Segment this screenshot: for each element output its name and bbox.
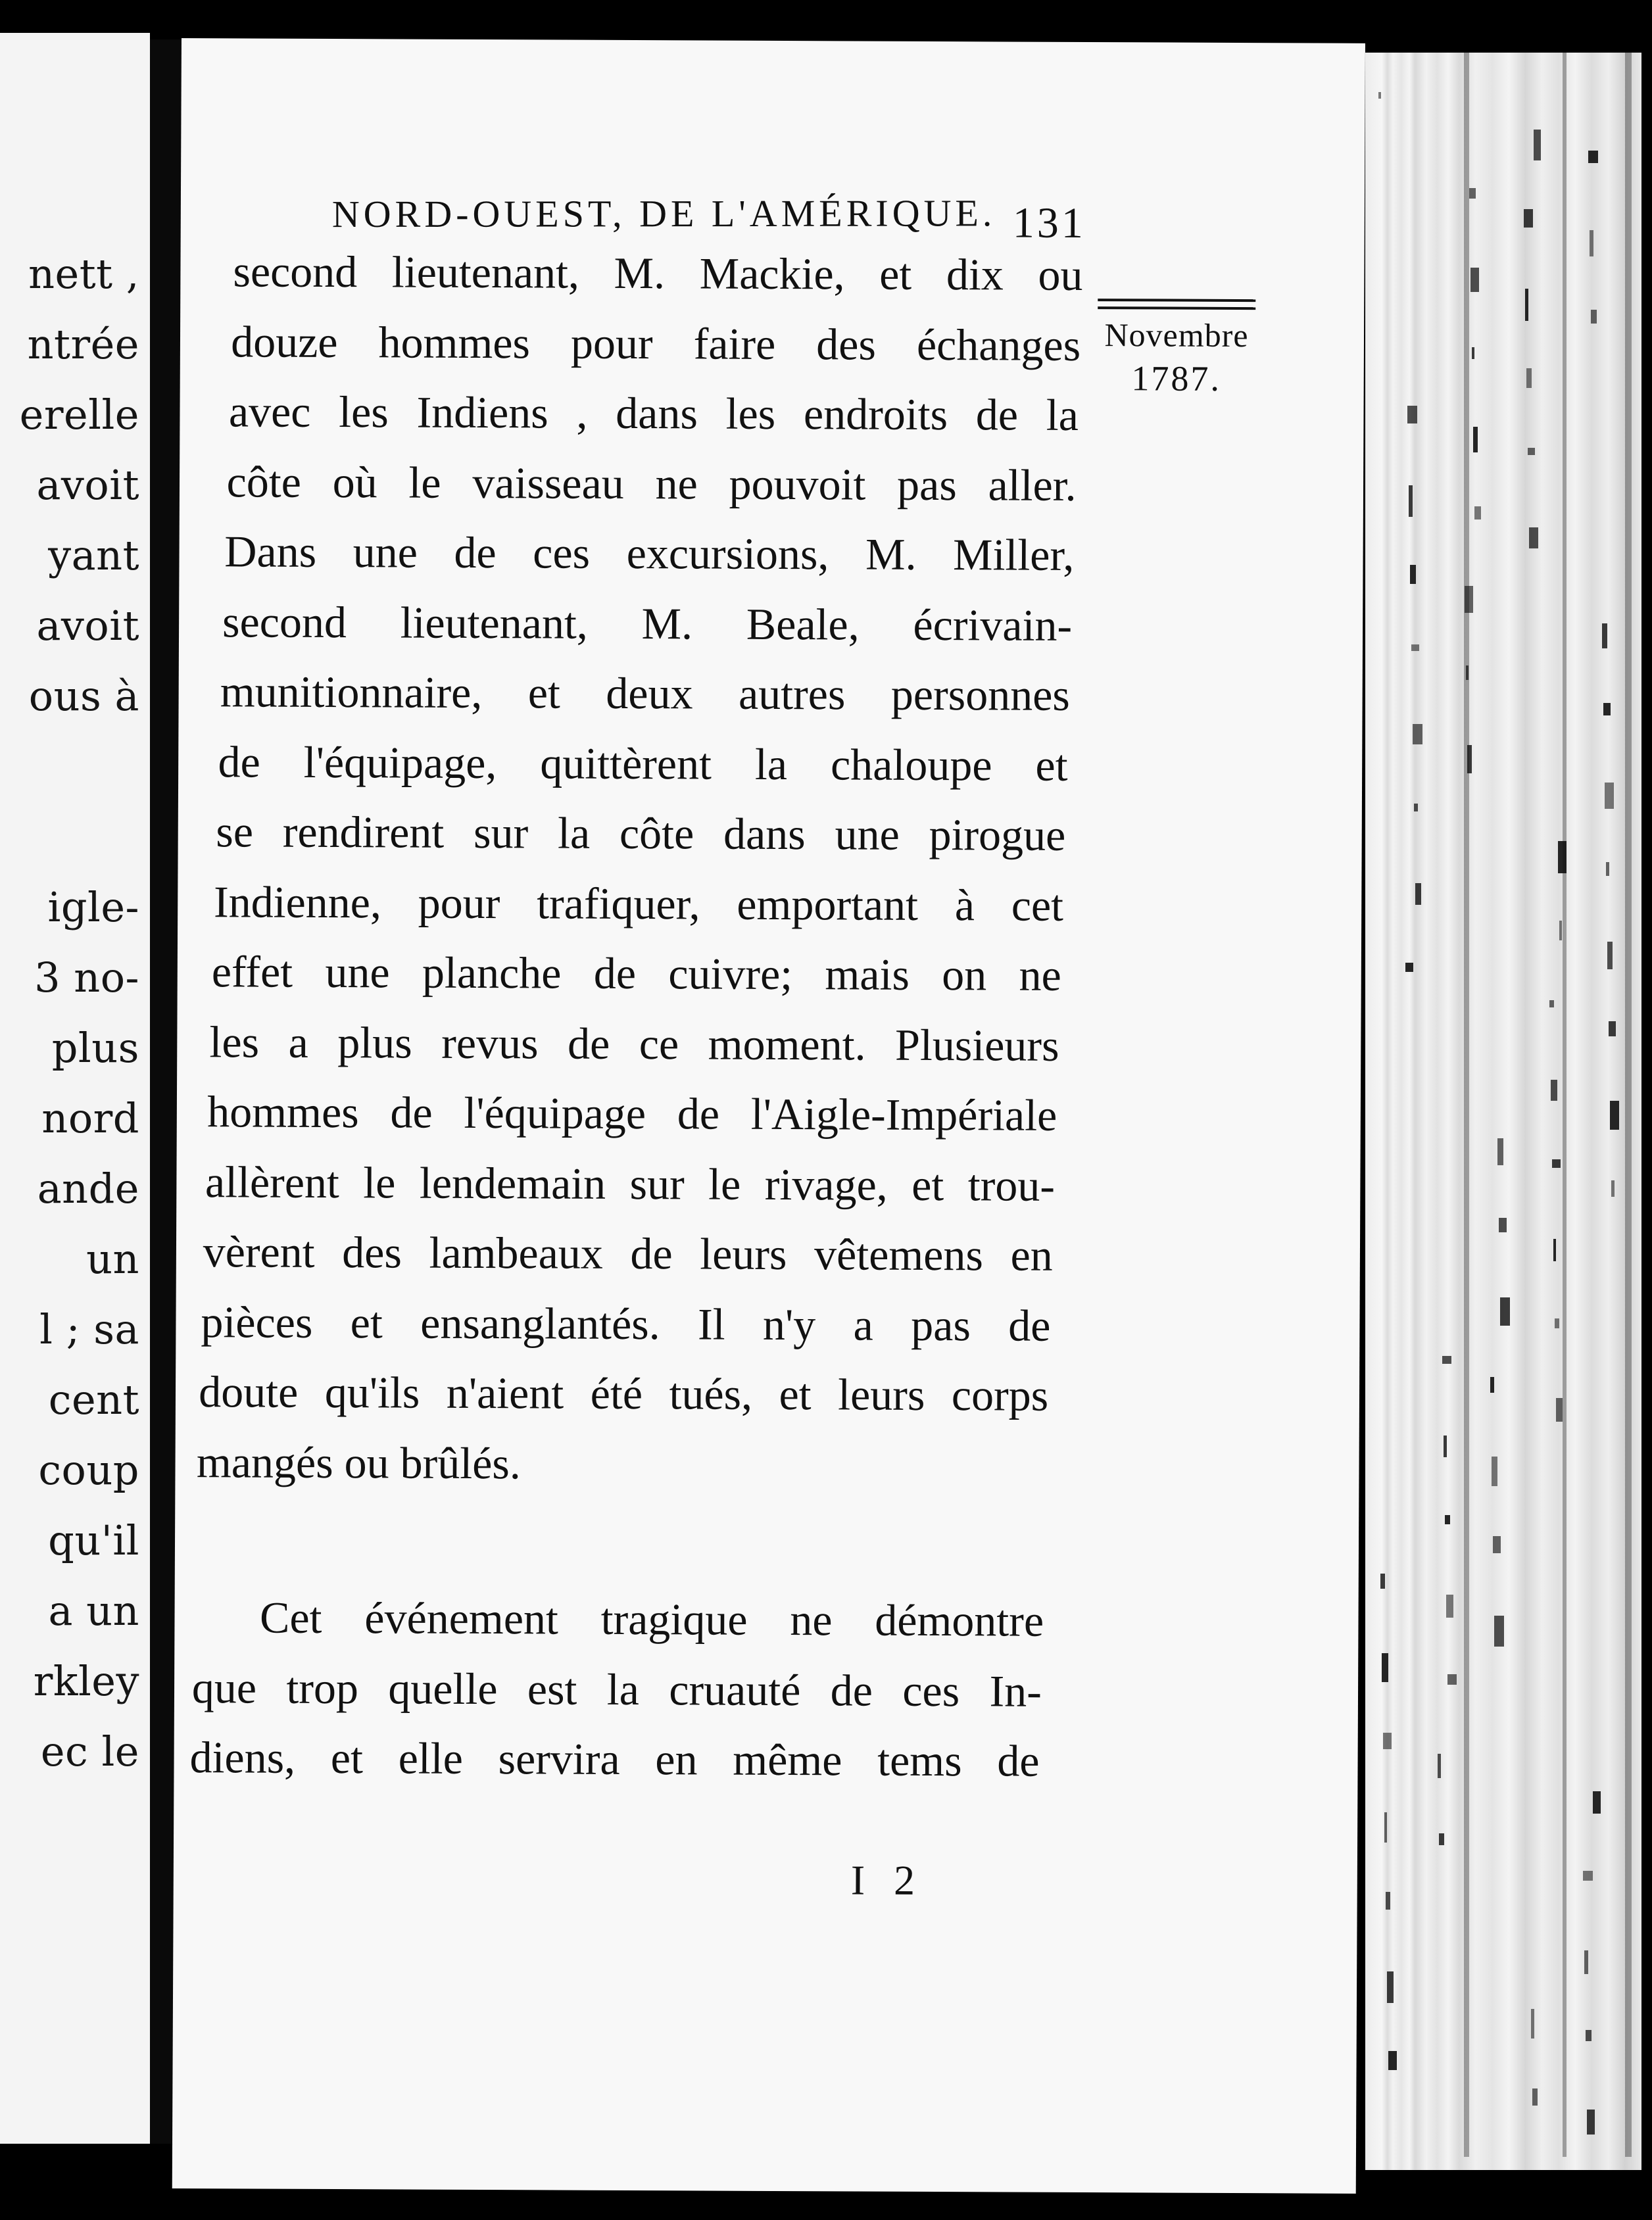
left-page-line: igle-: [47, 883, 139, 931]
left-page-line: erelle: [19, 391, 139, 439]
body-line: que trop quelle est la cruauté de ces In-: [191, 1662, 1042, 1716]
edge-mark: [1524, 209, 1533, 228]
edge-mark: [1583, 1871, 1593, 1881]
edge-strip: [1625, 53, 1632, 2157]
edge-mark: [1555, 1318, 1559, 1328]
edge-mark: [1410, 565, 1416, 584]
edge-mark: [1442, 1356, 1451, 1364]
edge-mark: [1611, 1180, 1615, 1197]
edge-mark: [1445, 1515, 1450, 1524]
body-line: allèrent le lendemain sur le rivage, et trou-: [205, 1156, 1056, 1211]
edge-mark: [1472, 347, 1474, 359]
margin-note-year: 1787.: [1131, 358, 1222, 398]
left-page-line: rkley: [33, 1657, 139, 1705]
edge-mark: [1549, 1000, 1554, 1007]
edge-mark: [1492, 1457, 1497, 1486]
edge-mark: [1447, 1674, 1457, 1685]
left-page-line: nord: [41, 1094, 139, 1142]
margin-note-month: Novembre: [1104, 316, 1249, 354]
edge-mark: [1556, 1398, 1563, 1422]
edge-mark: [1473, 427, 1478, 452]
body-line: côte où le vaisseau ne pouvoit pas aller.: [226, 456, 1077, 510]
edge-mark: [1380, 1574, 1385, 1589]
edge-mark: [1444, 1436, 1447, 1457]
edge-mark: [1382, 1653, 1388, 1682]
edge-strip: [1563, 53, 1567, 2157]
edge-mark: [1383, 1733, 1392, 1749]
edge-mark: [1529, 527, 1538, 548]
left-page-line: l ; sa: [39, 1305, 139, 1353]
edge-mark: [1411, 644, 1419, 651]
signature-mark: I 2: [850, 1856, 925, 1904]
edge-mark: [1602, 623, 1607, 648]
edge-mark: [1499, 1218, 1507, 1232]
edge-mark: [1438, 1754, 1441, 1778]
body-line: hommes de l'équipage de l'Aigle-Impériale: [207, 1086, 1057, 1140]
left-page-line: plus: [51, 1024, 139, 1072]
edge-mark: [1587, 2110, 1595, 2135]
edge-mark: [1497, 1138, 1503, 1165]
edge-mark: [1528, 448, 1535, 455]
edge-mark: [1407, 406, 1417, 423]
body-line: les a plus revus de ce moment. Plusieurs: [209, 1016, 1059, 1071]
left-page-line: a un: [48, 1587, 139, 1635]
edge-mark: [1584, 1950, 1588, 1974]
body-line: Dans une de ces excursions, M. Miller,: [224, 526, 1075, 580]
left-page-line: avoit: [36, 602, 139, 650]
edge-mark: [1378, 92, 1381, 99]
edge-mark: [1552, 1159, 1561, 1168]
body-line: second lieutenant, M. Beale, écrivain-: [222, 596, 1073, 650]
edge-mark: [1493, 1536, 1501, 1553]
left-page-line: ec le: [40, 1727, 139, 1775]
edge-mark: [1610, 1101, 1619, 1130]
edge-mark: [1586, 2030, 1591, 2041]
left-page-line: cent: [48, 1376, 139, 1424]
page-number: 131: [1012, 199, 1086, 248]
left-page-line: avoit: [36, 461, 139, 509]
page-edges: [1365, 53, 1641, 2170]
body-line: mangés ou brûlés.: [196, 1436, 522, 1488]
edge-mark: [1526, 368, 1532, 388]
left-page-line: ande: [37, 1165, 139, 1213]
edge-mark: [1559, 921, 1562, 940]
left-page-line: ous à: [28, 672, 139, 720]
edge-mark: [1388, 2051, 1397, 2070]
body-line: diens, et elle servira en même tems de: [189, 1732, 1040, 1786]
edge-mark: [1590, 230, 1593, 256]
edge-mark: [1446, 1595, 1453, 1618]
edge-mark: [1553, 1239, 1556, 1261]
edge-strip: [1464, 53, 1469, 2157]
running-header: NORD-OUEST, DE L'AMÉRIQUE.: [331, 191, 996, 236]
body-line: effet une planche de cuivre; mais on ne: [211, 946, 1061, 1000]
edge-mark: [1470, 268, 1479, 292]
edge-mark: [1551, 1080, 1557, 1101]
edge-mark: [1490, 1377, 1494, 1393]
edge-mark: [1415, 883, 1421, 905]
edge-mark: [1405, 963, 1413, 972]
edge-mark: [1494, 1616, 1504, 1647]
edge-mark: [1534, 130, 1541, 160]
edge-mark: [1409, 485, 1413, 517]
body-line: vèrent des lambeaux de leurs vêtemens en: [203, 1226, 1053, 1280]
edge-mark: [1603, 703, 1611, 715]
body-line: Indienne, pour trafiquer, emportant à cet: [213, 876, 1064, 930]
edge-mark: [1588, 151, 1598, 163]
left-page-line: ntrée: [27, 320, 139, 368]
edge-mark: [1384, 1812, 1387, 1843]
edge-mark: [1525, 289, 1528, 321]
edge-mark: [1593, 1791, 1601, 1814]
body-line: doute qu'ils n'aient été tués, et leurs corps: [199, 1366, 1049, 1420]
edge-mark: [1439, 1833, 1444, 1845]
edge-mark: [1605, 783, 1614, 809]
left-page-line: 3 no-: [34, 953, 139, 1001]
left-facing-page: [0, 33, 150, 2144]
body-line: douze hommes pour faire des échanges: [231, 316, 1081, 370]
left-page-line: qu'il: [48, 1516, 139, 1564]
edge-mark: [1387, 1971, 1394, 2003]
left-page-line: yant: [48, 531, 139, 579]
edge-mark: [1531, 2009, 1534, 2039]
body-line: Cet événement tragique ne démontre: [259, 1592, 1044, 1646]
edge-mark: [1606, 862, 1609, 876]
edge-mark: [1386, 1892, 1390, 1910]
body-text: [172, 38, 1365, 2194]
edge-mark: [1469, 188, 1476, 199]
left-page-line: nett ,: [28, 250, 139, 298]
left-page-line: un: [86, 1235, 139, 1283]
edge-mark: [1474, 506, 1481, 519]
edge-mark: [1532, 2088, 1538, 2106]
body-line: se rendirent sur la côte dans une pirogue: [216, 806, 1066, 860]
edge-mark: [1607, 942, 1613, 969]
edge-mark: [1591, 310, 1597, 324]
book-page: [172, 38, 1365, 2194]
body-line: second lieutenant, M. Mackie, et dix ou: [233, 246, 1083, 300]
left-page-line: coup: [38, 1446, 139, 1494]
body-line: avec les Indiens , dans les endroits de la: [228, 386, 1079, 440]
body-line: de l'équipage, quittèrent la chaloupe et: [218, 736, 1068, 790]
body-line: pièces et ensanglantés. Il n'y a pas de: [201, 1296, 1051, 1351]
edge-mark: [1414, 804, 1418, 811]
edge-mark: [1413, 724, 1422, 744]
edge-mark: [1500, 1297, 1510, 1326]
edge-mark: [1609, 1021, 1616, 1036]
body-line: munitionnaire, et deux autres personnes: [220, 666, 1071, 720]
